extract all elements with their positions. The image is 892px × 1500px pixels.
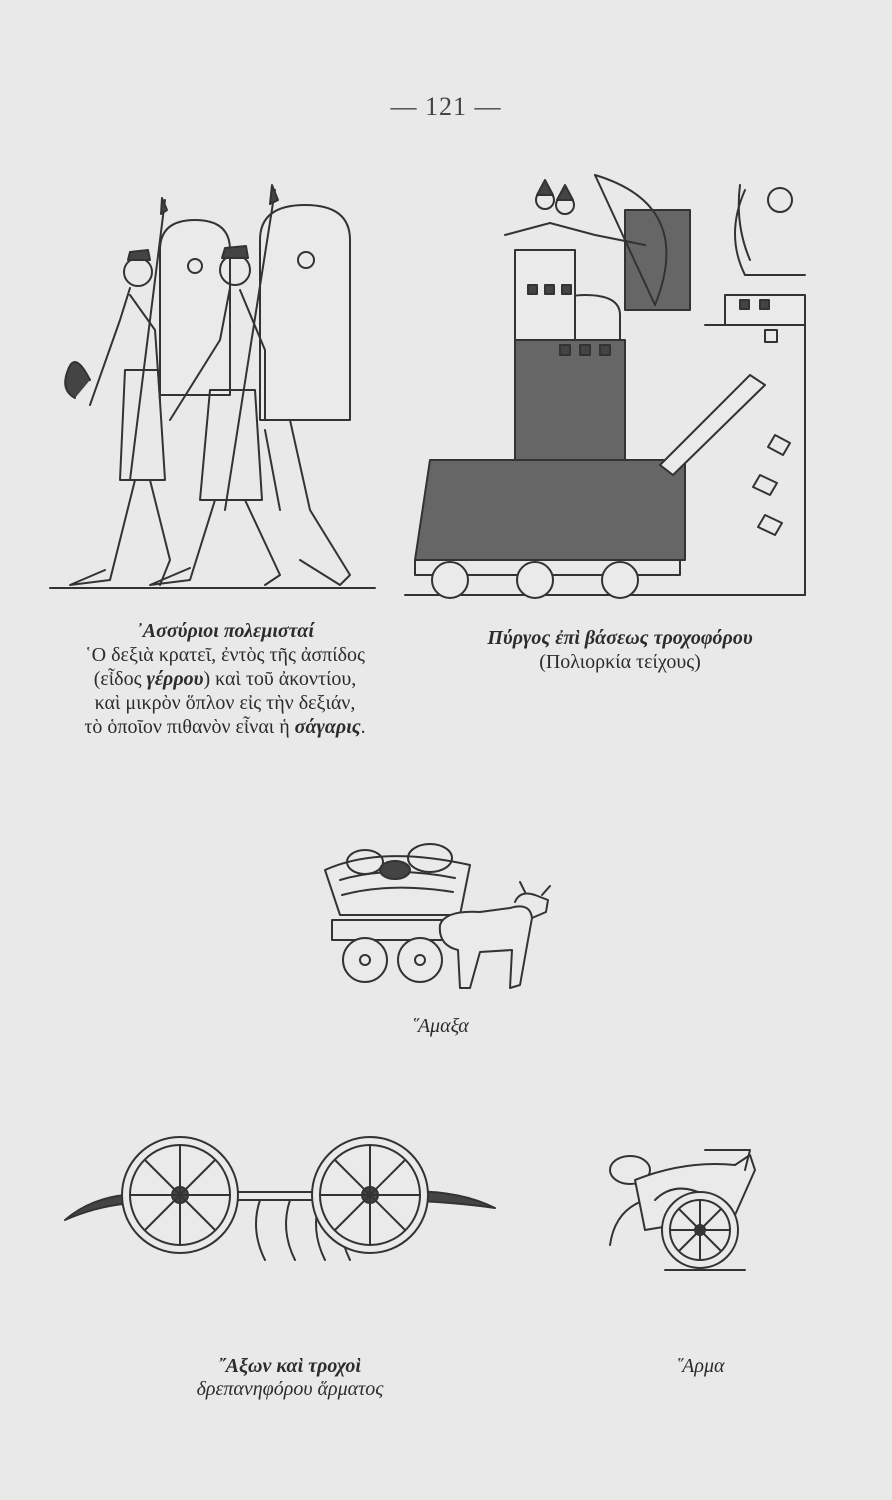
chariot-illustration bbox=[605, 1140, 770, 1285]
assyrian-caption-line-2: (εἶδος γέρρου) καὶ τοῦ ἀκοντίου, bbox=[93, 668, 357, 690]
page-number: — 121 — bbox=[390, 92, 502, 121]
scythed-axle-illustration bbox=[60, 1120, 500, 1290]
assyrian-warriors-illustration bbox=[50, 180, 380, 595]
siege-tower-title: Πύργος ἐπὶ βάσεως τροχοφόρου bbox=[487, 627, 753, 649]
assyrian-caption-line-3: καὶ μικρὸν ὅπλον εἰς τὴν δεξιάν, bbox=[94, 692, 356, 714]
assyrian-warriors-title: ᾿Ασσύριοι πολεμισταί bbox=[136, 620, 314, 642]
scythed-axle-title-line-1: ῎Αξων καὶ τροχοὶ bbox=[219, 1355, 361, 1377]
assyrian-caption-line-4: τὸ ὁποῖον πιθανὸν εἶναι ἡ σάγαρις. bbox=[84, 716, 366, 738]
siege-tower-illustration bbox=[405, 165, 810, 600]
scythed-axle-caption bbox=[120, 1355, 460, 1401]
siege-tower-subtitle: (Πολιορκία τείχους) bbox=[539, 651, 701, 673]
ox-cart-title: ῞Αμαξα bbox=[411, 1015, 469, 1037]
siege-tower-caption bbox=[420, 627, 820, 674]
assyrian-caption-line-1: ῾Ο δεξιὰ κρατεῖ, ἐντὸς τῆς ἀσπίδος bbox=[85, 644, 365, 666]
chariot-title: ῞Αρμα bbox=[675, 1355, 725, 1377]
ox-cart-illustration bbox=[320, 840, 560, 1000]
scythed-axle-title-line-2: δρεπανηφόρου ἅρματος bbox=[196, 1378, 384, 1400]
chariot-caption bbox=[640, 1355, 760, 1378]
ox-cart-caption bbox=[360, 1015, 520, 1038]
assyrian-warriors-caption bbox=[45, 620, 405, 739]
